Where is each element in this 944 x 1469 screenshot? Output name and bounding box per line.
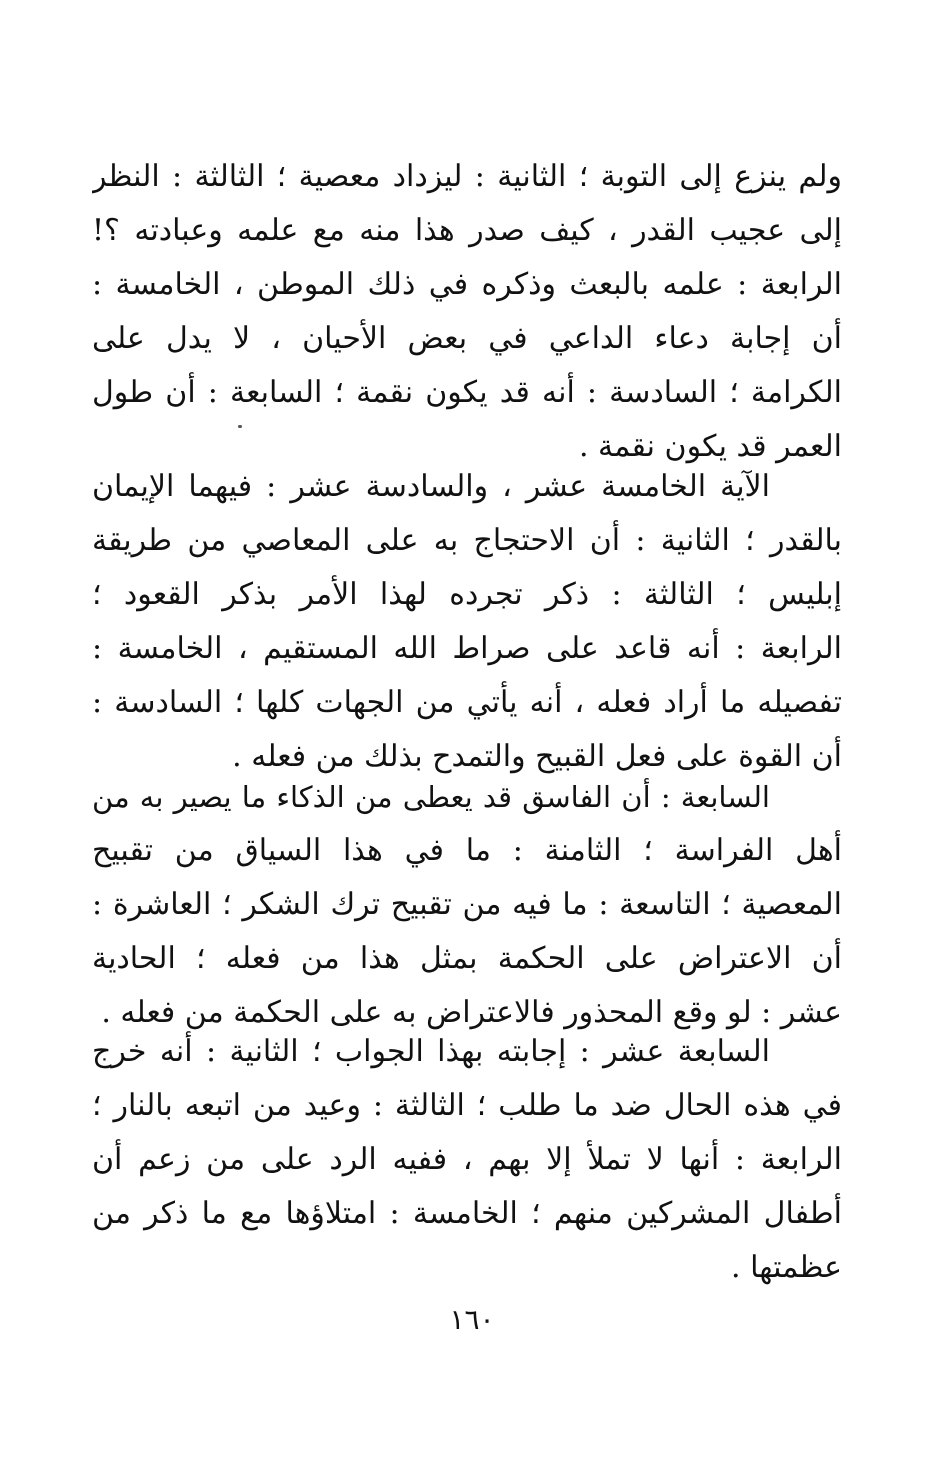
text-line: السابعة عشر : إجابته بهذا الجواب ؛ الثانية : أنه خرج	[92, 1034, 770, 1069]
text-line: الآية الخامسة عشر ، والسادسة عشر : فيهما الإيمان	[92, 469, 770, 504]
text-line: الكرامة ؛ السادسة : أنه قد يكون نقمة ؛ السابعة : أن طول	[92, 375, 842, 410]
text-line: بالقدر ؛ الثانية : أن الاحتجاج به على المعاصي من طريقة	[92, 523, 842, 558]
text-line: عظمتها .	[731, 1250, 842, 1285]
text-line: أن القوة على فعل القبيح والتمدح بذلك من فعله .	[232, 739, 842, 774]
text-line: العمر قد يكون نقمة .	[578, 429, 842, 464]
text-line: أهل الفراسة ؛ الثامنة : ما في هذا السياق من تقبيح	[92, 833, 842, 868]
text-line: تفصيله ما أراد فعله ، أنه يأتي من الجهات كلها ؛ السادسة :	[92, 685, 842, 720]
text-line: عشر : لو وقع المحذور فالاعتراض به على الحكمة من فعله .	[101, 995, 842, 1030]
paragraph-2	[92, 460, 842, 784]
text-line: المعصية ؛ التاسعة : ما فيه من تقبيح ترك الشكر ؛ العاشرة :	[92, 887, 842, 922]
text-line: إبليس ؛ الثالثة : ذكر تجرده لهذا الأمر بذكر القعود ؛	[92, 577, 842, 612]
text-line: الرابعة : علمه بالبعث وذكره في ذلك الموطن ، الخامسة :	[92, 267, 842, 302]
text-line: في هذه الحال ضد ما طلب ؛ الثالثة : وعيد من اتبعه بالنار ؛	[92, 1088, 842, 1123]
paragraph-1	[92, 150, 842, 474]
text-line: إلى عجيب القدر ، كيف صدر هذا منه مع علمه وعبادته ؟!	[92, 213, 842, 248]
text-line: أن الاعتراض على الحكمة بمثل هذا من فعله ؛ الحادية	[92, 941, 842, 976]
paragraph-4	[92, 1025, 842, 1295]
scan-speck	[238, 425, 242, 428]
text-line: الرابعة : أنه قاعد على صراط الله المستقيم ، الخامسة :	[92, 631, 842, 666]
text-line: أن إجابة دعاء الداعي في بعض الأحيان ، لا يدل على	[92, 321, 842, 356]
page-number: ١٦٠	[449, 1303, 495, 1336]
text-line: ولم ينزع إلى التوبة ؛ الثانية : ليزداد معصية ؛ الثالثة : النظر	[92, 159, 842, 194]
text-line: أطفال المشركين منهم ؛ الخامسة : امتلاؤها مع ما ذكر من	[92, 1196, 842, 1231]
text-line: السابعة : أن الفاسق قد يعطى من الذكاء ما يصير به من	[92, 780, 770, 814]
text-line: الرابعة : أنها لا تملأ إلا بهم ، ففيه الرد على من زعم أن	[92, 1142, 842, 1177]
paragraph-3	[92, 770, 842, 1040]
